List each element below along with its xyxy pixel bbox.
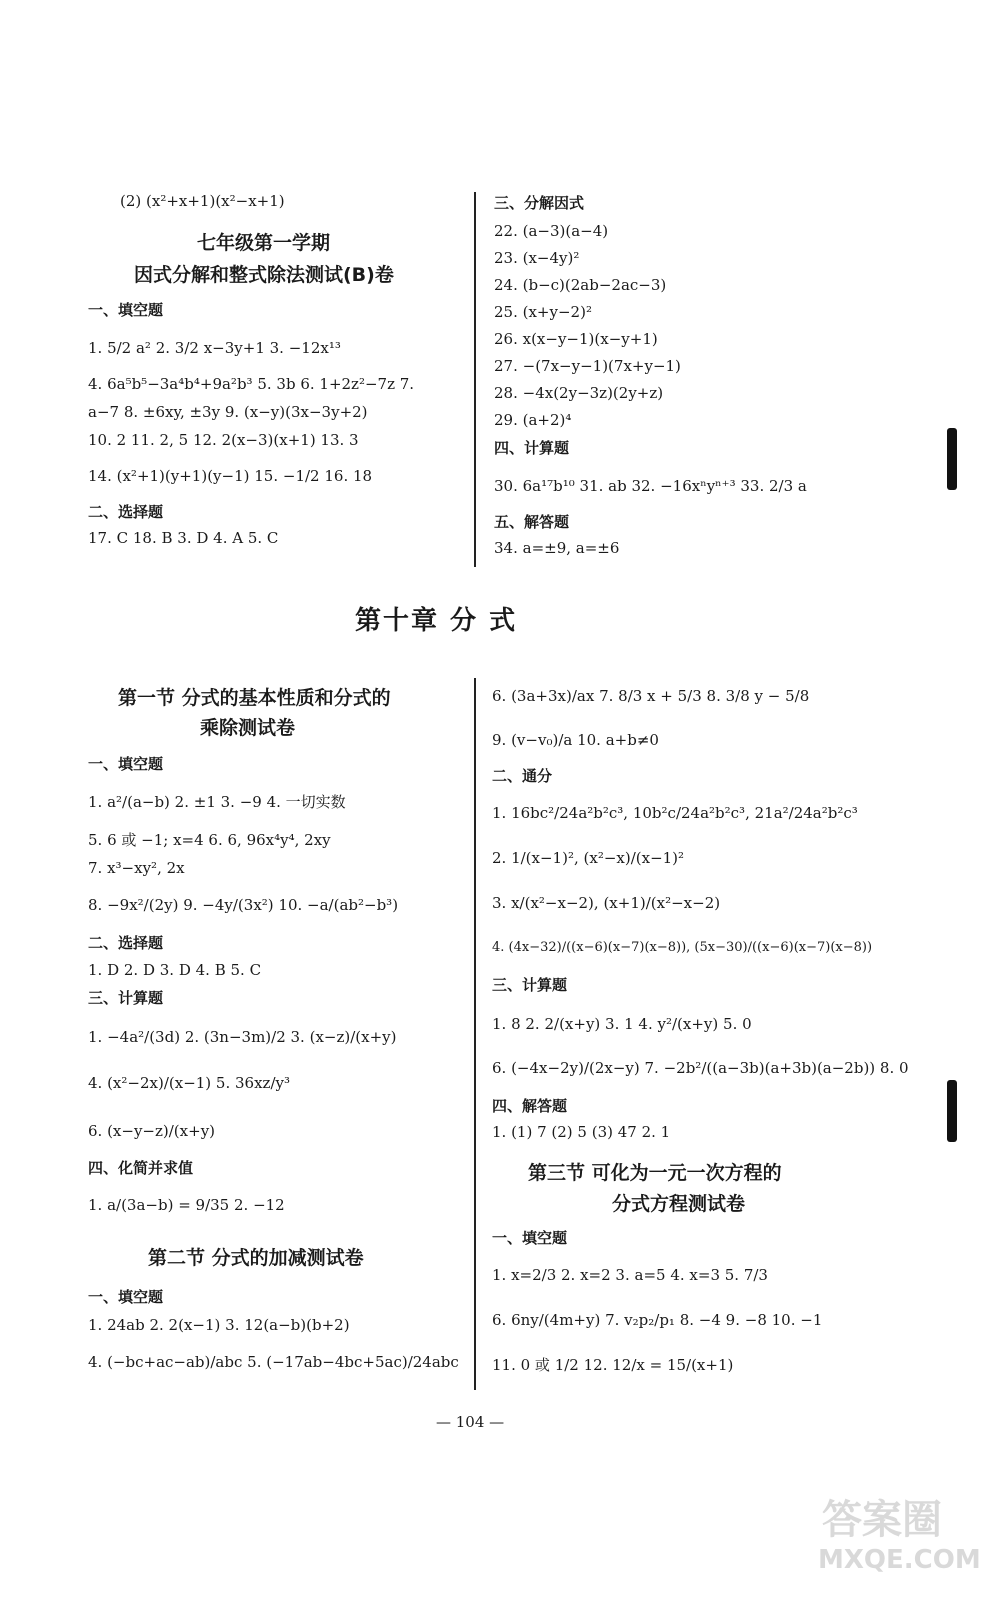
answer-line: 1. 24ab 2. 2(x−1) 3. 12(a−b)(b+2): [88, 1316, 350, 1334]
answer-line: a−7 8. ±6xy, ±3y 9. (x−y)(3x−3y+2): [88, 403, 368, 421]
answer-line: 1. 16bc²/24a²b²c³, 10b²c/24a²b²c³, 21a²/24a²b²c³: [492, 804, 858, 822]
watermark-url: MXQE.COM: [818, 1545, 981, 1575]
answer-line: 7. x³−xy², 2x: [88, 859, 185, 877]
section-answer-heading: 四、解答题: [492, 1097, 568, 1115]
answer-line: 11. 0 或 1/2 12. 12/x = 15/(x+1): [492, 1356, 734, 1374]
scan-mark-top: [947, 428, 957, 490]
section-calc-heading: 三、计算题: [88, 989, 164, 1007]
answer-line: 8. −9x²/(2y) 9. −4y/(3x²) 10. −a/(ab²−b³): [88, 896, 399, 914]
section-calc-heading: 三、计算题: [492, 976, 568, 994]
answer-line: 17. C 18. B 3. D 4. A 5. C: [88, 529, 279, 547]
answer-line: 6. (x−y−z)/(x+y): [88, 1122, 216, 1140]
section-choice-heading: 二、选择题: [88, 503, 164, 521]
watermark-logo: 答案圈: [822, 1497, 942, 1543]
section3-title-line2: 分式方程测试卷: [612, 1193, 746, 1215]
answer-line: 4. 6a⁵b⁵−3a⁴b⁴+9a²b³ 5. 3b 6. 1+2z²−7z 7.: [88, 375, 415, 393]
answer-line: 6. (−4x−2y)/(2x−y) 7. −2b²/((a−3b)(a+3b)(a−2b)) 8. 0: [492, 1059, 909, 1077]
column-divider-bottom: [474, 678, 476, 1390]
section-calc-heading: 四、计算题: [494, 439, 570, 457]
section2-title: 第二节 分式的加减测试卷: [148, 1247, 364, 1269]
answer-line: 1. 5/2 a² 2. 3/2 x−3y+1 3. −12x¹³: [88, 339, 341, 357]
section1-title-line1: 第一节 分式的基本性质和分式的: [118, 687, 391, 709]
answer-line: 1. x=2/3 2. x=2 3. a=5 4. x=3 5. 7/3: [492, 1266, 768, 1284]
intro-line: (2) (x²+x+1)(x²−x+1): [120, 192, 285, 210]
answer-line: 3. x/(x²−x−2), (x+1)/(x²−x−2): [492, 894, 721, 912]
answer-line: 6. 6ny/(4m+y) 7. v₂p₂/p₁ 8. −4 9. −8 10. −1: [492, 1311, 823, 1329]
answer-line: 1. D 2. D 3. D 4. B 5. C: [88, 961, 262, 979]
section-choice-heading: 二、选择题: [88, 934, 164, 952]
answer-line: 1. −4a²/(3d) 2. (3n−3m)/2 3. (x−z)/(x+y): [88, 1028, 397, 1046]
section-common-heading: 二、通分: [492, 767, 553, 785]
answer-line: 27. −(7x−y−1)(7x+y−1): [494, 357, 681, 375]
answer-line: 30. 6a¹⁷b¹⁰ 31. ab 32. −16xⁿyⁿ⁺³ 33. 2/3 a: [494, 477, 807, 495]
answer-line: 29. (a+2)⁴: [494, 411, 572, 429]
section-simplify-heading: 四、化简并求值: [88, 1159, 194, 1177]
section3-title-line1: 第三节 可化为一元一次方程的: [528, 1162, 782, 1184]
scan-mark-bottom: [947, 1080, 957, 1142]
section-fill-heading: 一、填空题: [88, 755, 164, 773]
column-divider-top: [474, 192, 476, 567]
answer-line: 5. 6 或 −1; x=4 6. 6, 96x⁴y⁴, 2xy: [88, 831, 331, 849]
section-fill-heading: 一、填空题: [88, 1288, 164, 1306]
answer-line: 34. a=±9, a=±6: [494, 539, 620, 557]
answer-line: 25. (x+y−2)²: [494, 303, 592, 321]
answer-line: 10. 2 11. 2, 5 12. 2(x−3)(x+1) 13. 3: [88, 431, 359, 449]
answer-line: 26. x(x−y−1)(x−y+1): [494, 330, 658, 348]
answer-line: 1. a²/(a−b) 2. ±1 3. −9 4. 一切实数: [88, 793, 346, 811]
page-number: — 104 —: [436, 1413, 505, 1431]
section-fill-heading: 一、填空题: [492, 1229, 568, 1247]
answer-line: 4. (x²−2x)/(x−1) 5. 36xz/y³: [88, 1074, 290, 1092]
test-title-line1: 七年级第一学期: [197, 232, 331, 254]
answer-line: 24. (b−c)(2ab−2ac−3): [494, 276, 667, 294]
answer-line: 14. (x²+1)(y+1)(y−1) 15. −1/2 16. 18: [88, 467, 373, 485]
section-answer-heading: 五、解答题: [494, 513, 570, 531]
answer-line: 23. (x−4y)²: [494, 249, 580, 267]
section-fill-heading: 一、填空题: [88, 301, 164, 319]
answer-line: 1. a/(3a−b) = 9/35 2. −12: [88, 1196, 285, 1214]
answer-line: 2. 1/(x−1)², (x²−x)/(x−1)²: [492, 849, 685, 867]
answer-line: 4. (−bc+ac−ab)/abc 5. (−17ab−4bc+5ac)/24abc: [88, 1353, 459, 1371]
answer-line: 9. (v−v₀)/a 10. a+b≠0: [492, 731, 659, 749]
answer-line: 6. (3a+3x)/ax 7. 8/3 x + 5/3 8. 3/8 y − 5/8: [492, 687, 810, 705]
answer-line: 1. (1) 7 (2) 5 (3) 47 2. 1: [492, 1123, 671, 1141]
answer-line: 1. 8 2. 2/(x+y) 3. 1 4. y²/(x+y) 5. 0: [492, 1015, 752, 1033]
answer-line: 28. −4x(2y−3z)(2y+z): [494, 384, 664, 402]
section-factor-heading: 三、分解因式: [494, 194, 585, 212]
section1-title-line2: 乘除测试卷: [200, 717, 296, 739]
answer-line: 22. (a−3)(a−4): [494, 222, 609, 240]
test-title-line2: 因式分解和整式除法测试(B)卷: [134, 264, 394, 286]
answer-line: 4. (4x−32)/((x−6)(x−7)(x−8)), (5x−30)/((x−6)(x−7)(x−8)): [492, 940, 873, 955]
chapter-title: 第十章 分 式: [355, 606, 518, 636]
